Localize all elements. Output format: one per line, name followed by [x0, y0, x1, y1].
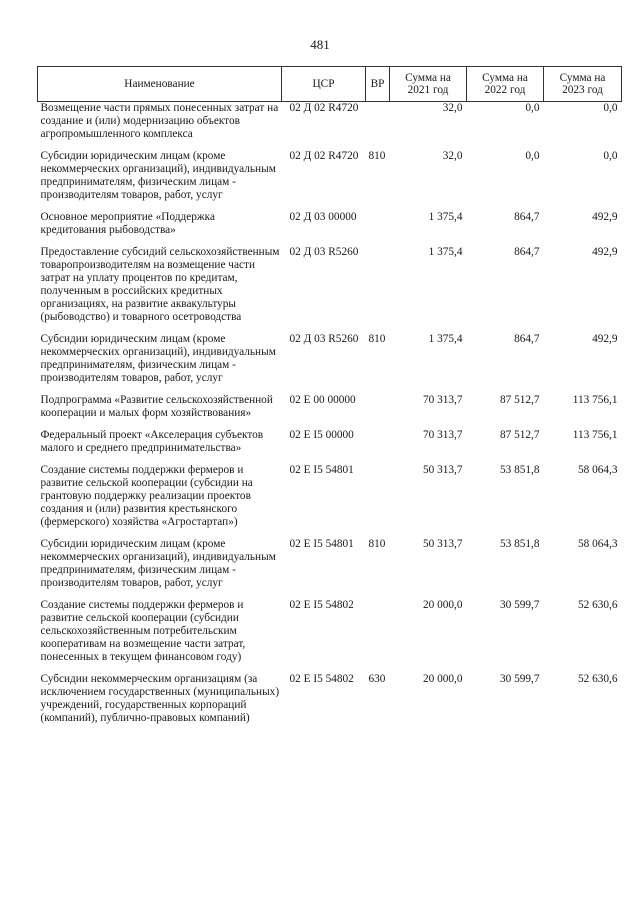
cell-name: Субсидии юридическим лицам (кроме некоммерческих организаций), индивидуальным предпринимателям, физическим лицам - производителям товаров, работ, услуг	[40, 150, 276, 201]
header-name: Наименование	[38, 67, 282, 102]
cell-sum-2023: 52 630,6	[577, 599, 618, 611]
cell-name: Предоставление субсидий сельскохозяйственным товаропроизводителям на возмещение части затрат на уплату процентов по кредитам, полученным в российских кредитных организациях, на развитие аквакультуры (рыбоводство) и товарного осетроводства	[40, 246, 280, 323]
table-row	[38, 673, 622, 725]
cell-sum-2022: 864,7	[514, 211, 540, 223]
cell-vr	[366, 246, 390, 324]
row-spacer	[38, 202, 622, 211]
table-row	[38, 150, 622, 202]
table-row	[38, 102, 622, 142]
cell-sum-2021: 1 375,4	[428, 211, 463, 223]
row-spacer-cell	[38, 664, 622, 673]
page-number: 481	[310, 37, 330, 52]
row-spacer-cell	[38, 590, 622, 599]
header-sum-2023: Сумма на 2023 год	[544, 67, 622, 102]
cell-sum-2023: 492,9	[592, 333, 618, 345]
row-spacer-cell	[38, 202, 622, 211]
cell-sum-2023: 492,9	[592, 246, 618, 258]
table-row	[38, 394, 622, 420]
cell-name: Создание системы поддержки фермеров и развитие сельской кооперации (субсидии сельскохозяйственным потребительским кооперативам на возмещение части затрат, понесенных в текущем финансовом году)	[40, 599, 246, 663]
header-csr: ЦСР	[282, 67, 366, 102]
cell-vr	[366, 102, 390, 142]
cell-csr: 02 Е I5 54801	[289, 464, 354, 476]
cell-vr	[366, 429, 390, 455]
cell-csr: 02 Е I5 54802	[289, 599, 354, 611]
table-header	[38, 67, 622, 102]
cell-sum-2021: 1 375,4	[428, 246, 463, 258]
row-spacer	[38, 385, 622, 394]
row-spacer	[38, 324, 622, 333]
cell-name: Федеральный проект «Акселерация субъектов малого и среднего предпринимательства»	[40, 429, 264, 454]
table-body	[38, 102, 622, 726]
row-spacer	[38, 237, 622, 246]
cell-name: Основное мероприятие «Поддержка кредитования рыбоводства»	[40, 211, 216, 236]
header-vr: ВР	[366, 67, 390, 102]
cell-csr: 02 Д 03 R5260	[289, 246, 359, 258]
cell-sum-2022: 30 599,7	[499, 673, 540, 685]
cell-vr	[366, 464, 390, 529]
row-spacer	[38, 590, 622, 599]
header-sum-2021: Сумма на 2021 год	[390, 67, 467, 102]
cell-sum-2021: 50 313,7	[422, 538, 463, 550]
cell-sum-2022: 0,0	[525, 150, 540, 162]
cell-sum-2022: 87 512,7	[499, 394, 540, 406]
cell-csr: 02 Д 03 R5260	[289, 333, 359, 345]
cell-name: Субсидии юридическим лицам (кроме некоммерческих организаций), индивидуальным предпринимателям, физическим лицам - производителям товаров, работ, услуг	[40, 333, 276, 384]
cell-vr	[366, 211, 390, 237]
cell-sum-2021: 32,0	[442, 102, 463, 114]
cell-sum-2023: 0,0	[603, 150, 618, 162]
cell-sum-2023: 113 756,1	[572, 394, 618, 406]
cell-sum-2022: 87 512,7	[499, 429, 540, 441]
cell-name: Создание системы поддержки фермеров и развитие сельской кооперации (субсидии на грантовую поддержку реализации проектов создания и (или) развития крестьянского (фермерского) хозяйства «Агростартап»)	[40, 464, 253, 528]
cell-sum-2022: 53 851,8	[499, 464, 540, 476]
cell-vr	[366, 599, 390, 664]
cell-sum-2023: 58 064,3	[577, 538, 618, 550]
table-row	[38, 429, 622, 455]
cell-sum-2023: 58 064,3	[577, 464, 618, 476]
cell-sum-2023: 492,9	[592, 211, 618, 223]
budget-table	[37, 66, 622, 725]
table-row	[38, 211, 622, 237]
cell-name: Подпрограмма «Развитие сельскохозяйственной кооперации и малых форм хозяйствования»	[40, 394, 273, 419]
table-row	[38, 246, 622, 324]
cell-csr: 02 Е 00 00000	[289, 394, 356, 406]
row-spacer-cell	[38, 420, 622, 429]
row-spacer	[38, 420, 622, 429]
row-spacer-cell	[38, 455, 622, 464]
cell-csr: 02 Д 02 R4720	[289, 150, 359, 162]
row-spacer	[38, 141, 622, 150]
table-row	[38, 333, 622, 385]
cell-vr: 810	[368, 333, 386, 345]
row-spacer-cell	[38, 141, 622, 150]
row-spacer-cell	[38, 385, 622, 394]
cell-sum-2022: 53 851,8	[499, 538, 540, 550]
cell-sum-2023: 52 630,6	[577, 673, 618, 685]
cell-sum-2023: 0,0	[603, 102, 618, 114]
cell-sum-2021: 70 313,7	[422, 394, 463, 406]
row-spacer-cell	[38, 324, 622, 333]
cell-name: Субсидии юридическим лицам (кроме некоммерческих организаций), индивидуальным предпринимателям, физическим лицам - производителям товаров, работ, услуг	[40, 538, 276, 589]
table-row	[38, 538, 622, 590]
row-spacer-cell	[38, 529, 622, 538]
cell-sum-2021: 70 313,7	[422, 429, 463, 441]
cell-vr: 810	[368, 150, 386, 162]
cell-vr: 630	[368, 673, 386, 685]
cell-vr	[366, 394, 390, 420]
row-spacer	[38, 664, 622, 673]
cell-csr: 02 Е I5 00000	[289, 429, 354, 441]
row-spacer-cell	[38, 237, 622, 246]
cell-sum-2022: 864,7	[514, 333, 540, 345]
table-row	[38, 464, 622, 529]
cell-sum-2022: 30 599,7	[499, 599, 540, 611]
cell-csr: 02 Д 02 R4720	[289, 102, 359, 114]
header-sum-2022: Сумма на 2022 год	[467, 67, 544, 102]
cell-sum-2021: 20 000,0	[422, 599, 463, 611]
cell-sum-2022: 0,0	[525, 102, 540, 114]
cell-csr: 02 Д 03 00000	[289, 211, 357, 223]
cell-sum-2022: 864,7	[514, 246, 540, 258]
cell-sum-2021: 20 000,0	[422, 673, 463, 685]
cell-sum-2023: 113 756,1	[572, 429, 618, 441]
cell-vr: 810	[368, 538, 386, 550]
table-row	[38, 599, 622, 664]
row-spacer	[38, 529, 622, 538]
cell-sum-2021: 1 375,4	[428, 333, 463, 345]
cell-sum-2021: 32,0	[442, 150, 463, 162]
cell-csr: 02 Е I5 54801	[289, 538, 354, 550]
cell-csr: 02 Е I5 54802	[289, 673, 354, 685]
cell-name: Возмещение части прямых понесенных затрат на создание и (или) модернизацию объектов агропромышленного комплекса	[40, 102, 279, 140]
row-spacer	[38, 455, 622, 464]
cell-sum-2021: 50 313,7	[422, 464, 463, 476]
cell-name: Субсидии некоммерческим организациям (за исключением государственных (муниципальных) учреждений, государственных корпораций (компаний), публично-правовых компаний)	[40, 673, 280, 724]
